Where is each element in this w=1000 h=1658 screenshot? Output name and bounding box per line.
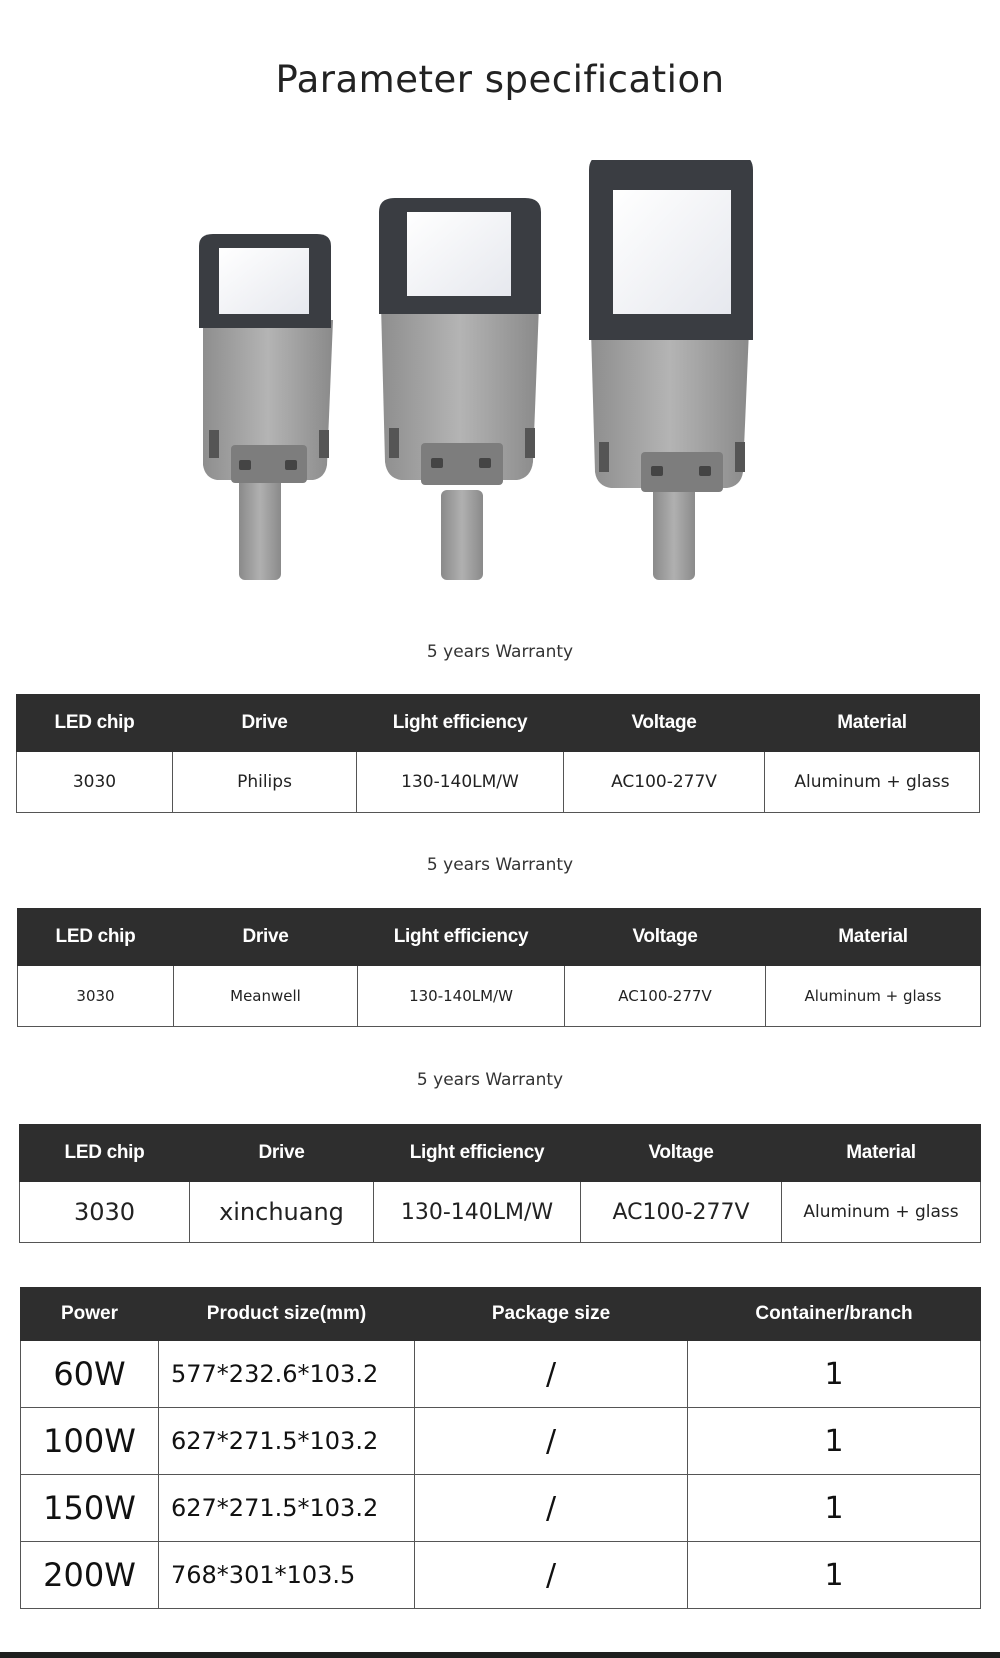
cell-product-size: 627*271.5*103.2 <box>159 1475 415 1542</box>
cell-container-branch: 1 <box>688 1408 981 1475</box>
header-voltage: Voltage <box>581 1125 782 1182</box>
header-drive: Drive <box>173 695 357 752</box>
warranty-label: 5 years Warranty <box>416 1070 564 1090</box>
table-row <box>17 752 980 813</box>
cell-power: 150W <box>21 1475 159 1542</box>
cell-led-chip: 3030 <box>18 966 174 1027</box>
bottom-divider <box>0 1652 1000 1658</box>
header-led-chip: LED chip <box>17 695 173 752</box>
lamp-large-image <box>589 160 753 580</box>
spec-table-xinchuang <box>19 1124 981 1243</box>
cell-material: Aluminum + glass <box>782 1182 981 1243</box>
header-led-chip: LED chip <box>18 909 174 966</box>
page-title: Parameter specification <box>275 58 725 101</box>
table-row <box>21 1408 981 1475</box>
street-lamp-images <box>195 160 795 615</box>
cell-container-branch: 1 <box>688 1542 981 1609</box>
cell-led-chip: 3030 <box>17 752 173 813</box>
cell-package-size: / <box>415 1475 688 1542</box>
header-material: Material <box>765 695 980 752</box>
cell-power: 100W <box>21 1408 159 1475</box>
header-container-branch: Container/branch <box>688 1288 981 1341</box>
cell-container-branch: 1 <box>688 1475 981 1542</box>
header-drive: Drive <box>174 909 358 966</box>
cell-light-efficiency: 130-140LM/W <box>358 966 565 1027</box>
lamp-medium-image <box>379 198 541 580</box>
cell-drive: Meanwell <box>174 966 358 1027</box>
cell-material: Aluminum + glass <box>765 752 980 813</box>
header-light-efficiency: Light efficiency <box>357 695 564 752</box>
header-drive: Drive <box>190 1125 374 1182</box>
table-row <box>21 1475 981 1542</box>
cell-power: 60W <box>21 1341 159 1408</box>
cell-product-size: 577*232.6*103.2 <box>159 1341 415 1408</box>
header-voltage: Voltage <box>564 695 765 752</box>
cell-led-chip: 3030 <box>20 1182 190 1243</box>
cell-power: 200W <box>21 1542 159 1609</box>
cell-voltage: AC100-277V <box>581 1182 782 1243</box>
cell-package-size: / <box>415 1542 688 1609</box>
lamp-small-image <box>199 234 333 580</box>
cell-package-size: / <box>415 1341 688 1408</box>
spec-table-meanwell <box>17 908 981 1027</box>
cell-package-size: / <box>415 1408 688 1475</box>
warranty-label: 5 years Warranty <box>426 855 574 875</box>
table-row <box>18 966 981 1027</box>
header-light-efficiency: Light efficiency <box>358 909 565 966</box>
power-size-table <box>20 1287 981 1609</box>
cell-product-size: 768*301*103.5 <box>159 1542 415 1609</box>
cell-drive: Philips <box>173 752 357 813</box>
header-light-efficiency: Light efficiency <box>374 1125 581 1182</box>
header-power: Power <box>21 1288 159 1341</box>
table-row <box>20 1182 981 1243</box>
header-package-size: Package size <box>415 1288 688 1341</box>
cell-container-branch: 1 <box>688 1341 981 1408</box>
spec-table-philips <box>16 694 980 813</box>
warranty-label: 5 years Warranty <box>426 642 574 662</box>
table-row <box>21 1341 981 1408</box>
cell-voltage: AC100-277V <box>564 752 765 813</box>
header-led-chip: LED chip <box>20 1125 190 1182</box>
cell-light-efficiency: 130-140LM/W <box>357 752 564 813</box>
header-voltage: Voltage <box>565 909 766 966</box>
cell-material: Aluminum + glass <box>766 966 981 1027</box>
header-material: Material <box>766 909 981 966</box>
header-product-size: Product size(mm) <box>159 1288 415 1341</box>
table-row <box>21 1542 981 1609</box>
header-material: Material <box>782 1125 981 1182</box>
cell-light-efficiency: 130-140LM/W <box>374 1182 581 1243</box>
cell-product-size: 627*271.5*103.2 <box>159 1408 415 1475</box>
cell-drive: xinchuang <box>190 1182 374 1243</box>
cell-voltage: AC100-277V <box>565 966 766 1027</box>
